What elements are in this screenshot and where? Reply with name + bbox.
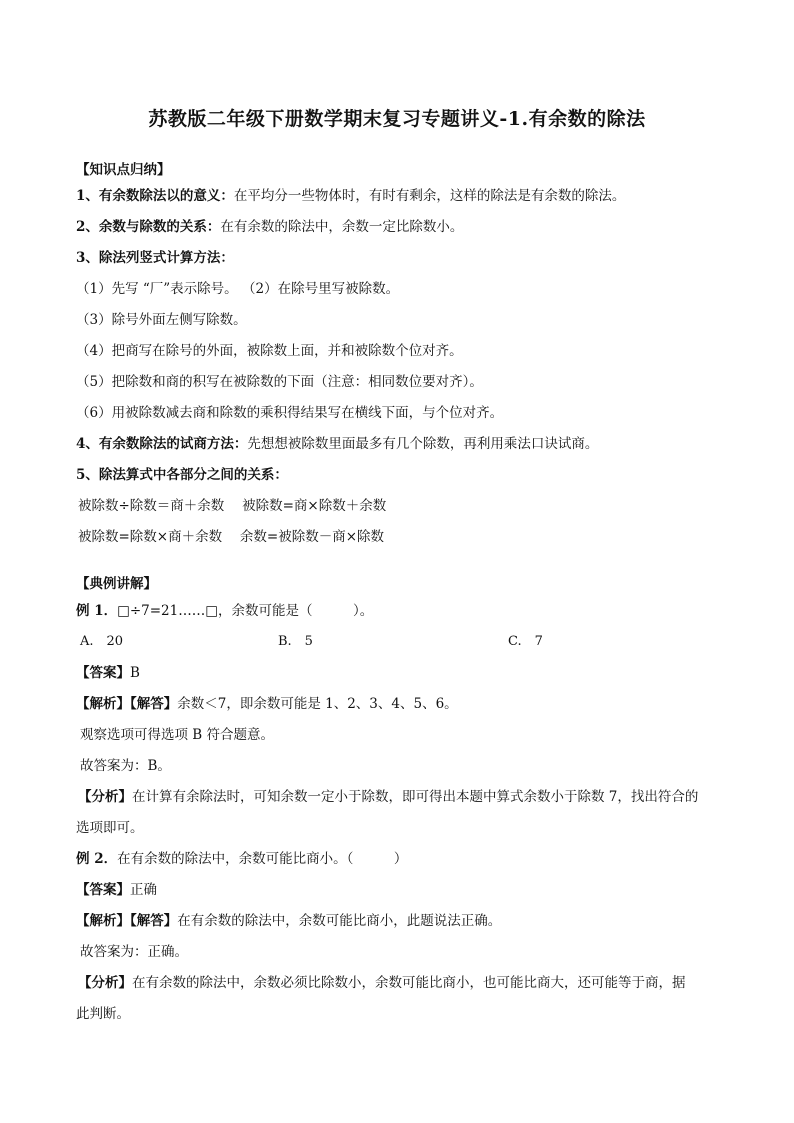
example-1-analysis — [76, 694, 754, 714]
step-5: （5）把除数和商的积写在被除数的下面（注意：相同数位要对齐）。 — [76, 374, 483, 390]
examples-heading: 【典例讲解】 — [76, 576, 157, 592]
example-1-text: □÷7=21……□，余数可能是（ ）。 — [117, 603, 374, 619]
formula-1: 被除数÷除数＝商＋余数 被除数=商×除数＋余数 — [78, 498, 387, 514]
example-2-label: 例 2． — [76, 851, 118, 867]
formula-2: 被除数=除数×商＋余数 余数=被除数－商×除数 — [78, 529, 385, 545]
example-1-fenxi — [78, 787, 754, 807]
step-1-2: （1）先写 “厂”表示除号。 （2）在除号里写被除数。 — [76, 281, 400, 297]
example-1-fenxi-cont: 选项即可。 — [76, 820, 144, 836]
example-2-analysis — [76, 911, 754, 931]
knowledge-heading: 【知识点归纳】 — [76, 162, 171, 178]
analysis-text: 在有余数的除法中，余数可能比商小，此题说法正确。 — [177, 913, 502, 929]
page-title: 苏教版二年级下册数学期末复习专题讲义-1.有余数的除法 — [148, 108, 646, 130]
example-1-line2: 观察选项可得选项 B 符合题意。 — [80, 727, 275, 743]
option-c: C. 7 — [508, 634, 543, 649]
fenxi-text: 在计算有余除法时，可知余数一定小于除数，即可得出本题中算式余数小于除数 7，找出符合的 — [132, 789, 699, 805]
example-2-question — [76, 849, 754, 869]
example-1-question — [76, 601, 754, 621]
option-b: B. 5 — [278, 634, 313, 649]
step-6: （6）用被除数减去商和除数的乘积得结果写在横线下面，与个位对齐。 — [76, 405, 504, 421]
example-2-text: 在有余数的除法中，余数可能比商小。（ ） — [117, 851, 408, 867]
analysis-tag: 【解析】【解答】 — [76, 696, 178, 712]
point-3-label: 3、除法列竖式计算方法： — [76, 250, 234, 266]
example-2-fenxi — [78, 973, 754, 993]
point-5-label: 5、除法算式中各部分之间的关系： — [76, 467, 288, 483]
answer-value: 正确 — [130, 882, 157, 898]
point-1-label: 1、有余数除法以的意义： — [76, 188, 234, 204]
point-1-text: 在平均分一些物体时，有时有剩余，这样的除法是有余数的除法。 — [233, 188, 626, 204]
option-a: A. 20 — [80, 634, 124, 649]
answer-tag: 【答案】 — [76, 665, 130, 681]
point-2 — [76, 217, 754, 237]
fenxi-text: 在有余数的除法中，余数必须比除数小，余数可能比商小，也可能比商大，还可能等于商，据 — [132, 975, 686, 991]
answer-tag: 【答案】 — [76, 882, 130, 898]
example-1-answer — [76, 663, 754, 683]
example-1-line3: 故答案为：B。 — [80, 758, 171, 774]
example-2-line2: 故答案为：正确。 — [80, 944, 188, 960]
step-4: （4）把商写在除号的外面，被除数上面，并和被除数个位对齐。 — [76, 343, 463, 359]
example-2-answer — [76, 880, 754, 900]
point-2-label: 2、余数与除数的关系： — [76, 219, 221, 235]
analysis-tag: 【解析】【解答】 — [76, 913, 178, 929]
point-2-text: 在有余数的除法中，余数一定比除数小。 — [220, 219, 464, 235]
answer-value: B — [130, 665, 140, 681]
example-2-fenxi-cont: 此判断。 — [76, 1006, 130, 1022]
point-4-label: 4、有余数除法的试商方法： — [76, 436, 248, 452]
fenxi-tag: 【分析】 — [78, 789, 132, 805]
point-1 — [76, 186, 754, 206]
point-4 — [76, 434, 754, 454]
analysis-text: 余数＜7，即余数可能是 1、2、3、4、5、6。 — [177, 696, 458, 712]
point-4-text: 先想想被除数里面最多有几个除数，再利用乘法口诀试商。 — [247, 436, 599, 452]
fenxi-tag: 【分析】 — [78, 975, 132, 991]
step-3: （3）除号外面左侧写除数。 — [76, 312, 247, 328]
example-1-label: 例 1． — [76, 603, 118, 619]
